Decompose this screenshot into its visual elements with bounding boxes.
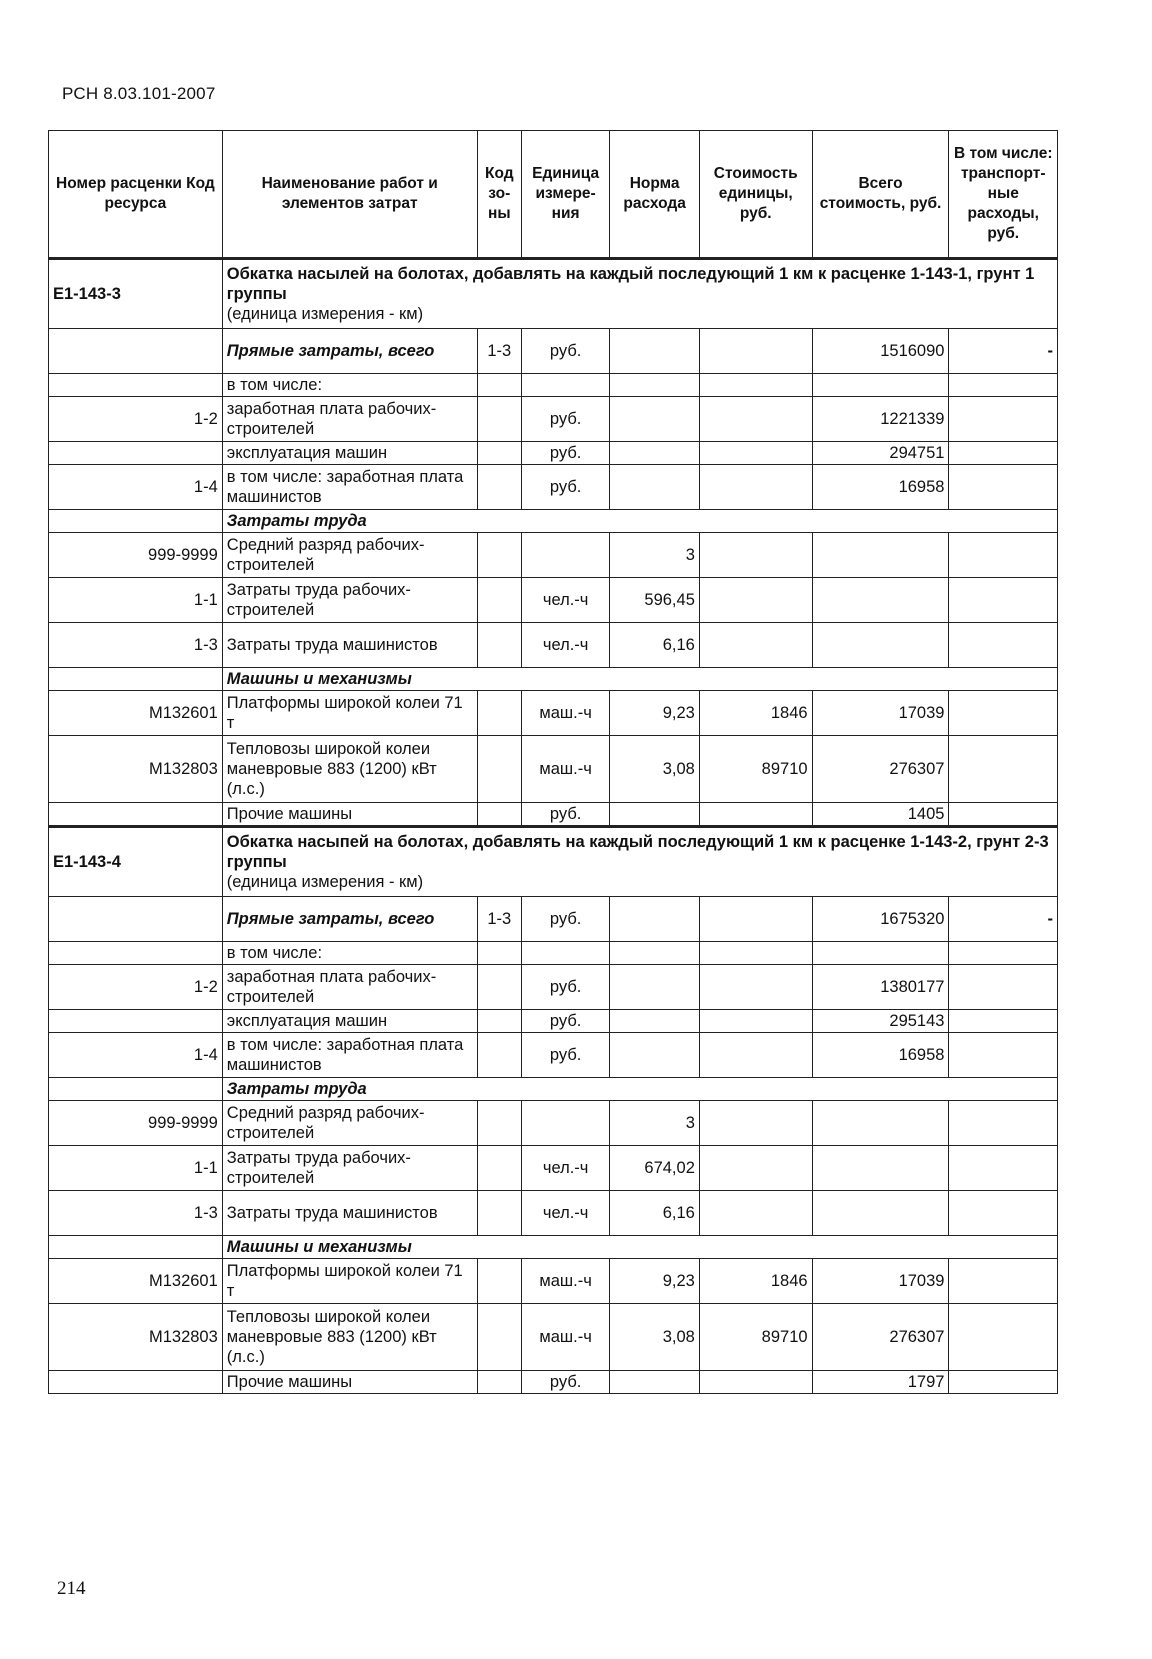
table-row [49, 397, 1058, 442]
cell-unit-cost [699, 1146, 812, 1191]
cell-name: в том числе: [222, 374, 477, 397]
cell-total: 16958 [812, 1033, 949, 1078]
rate-title-text: Обкатка насылей на болотах, добавлять на каждый последующий 1 км к расценке 1-143-1, грунт 1 группы [226, 265, 1035, 303]
cell-norm: 6,16 [610, 1191, 700, 1236]
cell-zone [477, 533, 521, 578]
cell-name: Затраты труда машинистов [222, 623, 477, 668]
cell-unit-cost [699, 1191, 812, 1236]
cell-total [812, 374, 949, 397]
cell-transport [949, 942, 1058, 965]
cell-unit [521, 942, 609, 965]
cell-total: 16958 [812, 465, 949, 510]
cell-total [812, 1146, 949, 1191]
cell-zone: 1-3 [477, 329, 521, 374]
cell-name: эксплуатация машин [222, 442, 477, 465]
cell-transport: - [949, 329, 1058, 374]
cell-zone [477, 1146, 521, 1191]
cell-unit-cost [699, 623, 812, 668]
cell-name: Затраты труда машинистов [222, 1191, 477, 1236]
cell-transport [949, 1259, 1058, 1304]
cell-total: 1221339 [812, 397, 949, 442]
cell-name: Платформы широкой колеи 71 т [222, 691, 477, 736]
cell-unit-cost [699, 942, 812, 965]
cell-unit-cost [699, 374, 812, 397]
cell-transport [949, 691, 1058, 736]
cell-code [49, 442, 223, 465]
cell-zone [477, 578, 521, 623]
cell-total [812, 533, 949, 578]
table-row [49, 1304, 1058, 1371]
cell-total [812, 1101, 949, 1146]
cell-zone [477, 442, 521, 465]
cell-zone [477, 465, 521, 510]
cell-code: 1-2 [49, 397, 223, 442]
cell-unit-cost [699, 465, 812, 510]
cell-name: Средний разряд рабочих-строителей [222, 533, 477, 578]
cell-norm: 3,08 [610, 736, 700, 803]
table-row [49, 691, 1058, 736]
table-row [49, 578, 1058, 623]
cell-code: М132601 [49, 1259, 223, 1304]
cell-code: 999-9999 [49, 1101, 223, 1146]
cell-unit-cost [699, 965, 812, 1010]
cell-unit: чел.-ч [521, 623, 609, 668]
cell-transport [949, 442, 1058, 465]
cell-name: Прочие машины [222, 1371, 477, 1394]
table-row [49, 1078, 1058, 1101]
cell-norm: 6,16 [610, 623, 700, 668]
cell-transport [949, 803, 1058, 827]
table-row [49, 510, 1058, 533]
cell-transport [949, 1010, 1058, 1033]
section-heading: Затраты труда [222, 1078, 1057, 1101]
cell-norm [610, 397, 700, 442]
cell-code [49, 803, 223, 827]
cell-transport [949, 397, 1058, 442]
cell-zone [477, 965, 521, 1010]
header-transport-cost: В том числе: транспорт- ные расходы, руб. [949, 131, 1058, 259]
cell-zone [477, 1191, 521, 1236]
cell-norm [610, 1010, 700, 1033]
cell-code [49, 897, 223, 942]
cell-code [49, 1236, 223, 1259]
section-heading: Машины и механизмы [222, 668, 1057, 691]
cell-code: 999-9999 [49, 533, 223, 578]
cell-unit-cost [699, 897, 812, 942]
table-row [49, 374, 1058, 397]
cell-norm: 596,45 [610, 578, 700, 623]
cell-code [49, 1010, 223, 1033]
table-row [49, 1371, 1058, 1394]
cell-unit-cost: 89710 [699, 1304, 812, 1371]
cell-unit-cost [699, 578, 812, 623]
cell-unit: руб. [521, 965, 609, 1010]
cell-unit: руб. [521, 1371, 609, 1394]
header-work-name: Наименование работ и элементов затрат [222, 131, 477, 259]
cell-total [812, 942, 949, 965]
cell-code: М132803 [49, 1304, 223, 1371]
cell-name: Средний разряд рабочих-строителей [222, 1101, 477, 1146]
cell-transport [949, 578, 1058, 623]
cell-unit-cost [699, 397, 812, 442]
cell-unit-cost: 1846 [699, 1259, 812, 1304]
cell-norm [610, 374, 700, 397]
cell-unit: руб. [521, 397, 609, 442]
cell-name: Прямые затраты, всего [222, 329, 477, 374]
table-row [49, 1259, 1058, 1304]
cell-norm [610, 465, 700, 510]
cell-norm: 3,08 [610, 1304, 700, 1371]
cell-code: 1-2 [49, 965, 223, 1010]
cell-zone [477, 1259, 521, 1304]
cell-name: Прочие машины [222, 803, 477, 827]
cell-transport [949, 965, 1058, 1010]
cell-norm [610, 1033, 700, 1078]
table-header [49, 131, 1058, 259]
header-rate-code: Номер расценки Код ресурса [49, 131, 223, 259]
cell-total: 1675320 [812, 897, 949, 942]
rate-unit-note: (единица измерения - км) [226, 305, 424, 323]
table-row [49, 1101, 1058, 1146]
cell-unit-cost: 89710 [699, 736, 812, 803]
cell-total: 276307 [812, 736, 949, 803]
table-row [49, 623, 1058, 668]
cell-zone [477, 691, 521, 736]
cell-total: 17039 [812, 1259, 949, 1304]
cell-unit: чел.-ч [521, 1191, 609, 1236]
table-row [49, 942, 1058, 965]
cell-norm [610, 803, 700, 827]
table-row [49, 533, 1058, 578]
cell-transport [949, 465, 1058, 510]
cell-unit: руб. [521, 1033, 609, 1078]
cell-zone [477, 1010, 521, 1033]
page-number: 214 [57, 1578, 86, 1599]
rate-unit-note: (единица измерения - км) [226, 873, 424, 891]
cell-unit: маш.-ч [521, 1259, 609, 1304]
cell-code: 1-3 [49, 623, 223, 668]
cell-transport [949, 374, 1058, 397]
cell-transport [949, 1191, 1058, 1236]
rate-code: Е1-143-3 [49, 259, 223, 329]
cell-unit-cost [699, 442, 812, 465]
cell-zone [477, 374, 521, 397]
cell-unit: маш.-ч [521, 1304, 609, 1371]
cell-unit: руб. [521, 803, 609, 827]
document-code: РСН 8.03.101-2007 [62, 84, 216, 103]
table-row [49, 1191, 1058, 1236]
cell-norm: 9,23 [610, 1259, 700, 1304]
cell-unit-cost [699, 803, 812, 827]
cell-transport [949, 1033, 1058, 1078]
cell-code: М132803 [49, 736, 223, 803]
cell-zone [477, 1101, 521, 1146]
table-row [49, 897, 1058, 942]
section-heading: Затраты труда [222, 510, 1057, 533]
cell-code: 1-1 [49, 1146, 223, 1191]
cell-zone [477, 942, 521, 965]
cell-transport [949, 1146, 1058, 1191]
cell-unit-cost [699, 1010, 812, 1033]
cell-zone [477, 1304, 521, 1371]
table-row [49, 1146, 1058, 1191]
header-unit: Единица измере- ния [521, 131, 609, 259]
cell-code [49, 329, 223, 374]
section-heading: Машины и механизмы [222, 1236, 1057, 1259]
rate-title-row [49, 827, 1058, 897]
cell-name: в том числе: заработная плата машинистов [222, 1033, 477, 1078]
cell-zone: 1-3 [477, 897, 521, 942]
cell-transport [949, 533, 1058, 578]
cell-code [49, 668, 223, 691]
cell-unit: руб. [521, 329, 609, 374]
cell-zone [477, 1371, 521, 1394]
rate-title [222, 259, 1057, 329]
cell-unit-cost [699, 329, 812, 374]
cell-name: в том числе: заработная плата машинистов [222, 465, 477, 510]
cell-code [49, 374, 223, 397]
cell-unit-cost [699, 533, 812, 578]
cell-unit [521, 533, 609, 578]
cell-norm [610, 1371, 700, 1394]
cell-norm: 3 [610, 533, 700, 578]
cell-unit-cost [699, 1101, 812, 1146]
cell-transport: - [949, 897, 1058, 942]
cell-name: Затраты труда рабочих-строителей [222, 578, 477, 623]
table-row [49, 803, 1058, 827]
cell-total: 1380177 [812, 965, 949, 1010]
cell-unit: чел.-ч [521, 578, 609, 623]
cell-code [49, 1371, 223, 1394]
cell-total [812, 578, 949, 623]
cell-unit: руб. [521, 442, 609, 465]
cell-zone [477, 623, 521, 668]
cell-norm: 674,02 [610, 1146, 700, 1191]
table-row [49, 1010, 1058, 1033]
cell-code [49, 942, 223, 965]
rate-title-row [49, 259, 1058, 329]
cell-zone [477, 1033, 521, 1078]
cell-unit: руб. [521, 465, 609, 510]
cell-name: заработная плата рабочих-строителей [222, 965, 477, 1010]
cell-unit: маш.-ч [521, 691, 609, 736]
cell-unit: руб. [521, 1010, 609, 1033]
header-unit-cost: Стоимость единицы, руб. [699, 131, 812, 259]
cell-code: 1-1 [49, 578, 223, 623]
cell-code: 1-3 [49, 1191, 223, 1236]
cell-total: 294751 [812, 442, 949, 465]
cell-unit-cost [699, 1371, 812, 1394]
cell-total: 17039 [812, 691, 949, 736]
cell-name: заработная плата рабочих-строителей [222, 397, 477, 442]
cell-transport [949, 1101, 1058, 1146]
cell-norm [610, 942, 700, 965]
cell-norm [610, 965, 700, 1010]
table-row [49, 736, 1058, 803]
cell-name: Прямые затраты, всего [222, 897, 477, 942]
cell-code [49, 510, 223, 533]
table-row [49, 668, 1058, 691]
cell-unit: чел.-ч [521, 1146, 609, 1191]
cell-code: 1-4 [49, 1033, 223, 1078]
cell-transport [949, 1371, 1058, 1394]
cell-norm [610, 442, 700, 465]
cell-transport [949, 1304, 1058, 1371]
rate-title [222, 827, 1057, 897]
header-zone-code: Код зо- ны [477, 131, 521, 259]
cell-unit: руб. [521, 897, 609, 942]
cell-unit-cost: 1846 [699, 691, 812, 736]
cell-total [812, 623, 949, 668]
cell-name: эксплуатация машин [222, 1010, 477, 1033]
table-row [49, 1236, 1058, 1259]
cell-total [812, 1191, 949, 1236]
cell-norm: 3 [610, 1101, 700, 1146]
cell-unit-cost [699, 1033, 812, 1078]
cell-total: 1797 [812, 1371, 949, 1394]
table-row [49, 442, 1058, 465]
table-row [49, 965, 1058, 1010]
cell-name: в том числе: [222, 942, 477, 965]
cell-code: М132601 [49, 691, 223, 736]
cell-name: Платформы широкой колеи 71 т [222, 1259, 477, 1304]
cell-total: 1405 [812, 803, 949, 827]
rate-title-text: Обкатка насыпей на болотах, добавлять на каждый последующий 1 км к расценке 1-143-2, грунт 2-3 группы [226, 833, 1049, 871]
cell-total: 276307 [812, 1304, 949, 1371]
cell-unit [521, 374, 609, 397]
cell-name: Затраты труда рабочих-строителей [222, 1146, 477, 1191]
cell-norm [610, 329, 700, 374]
cell-total: 295143 [812, 1010, 949, 1033]
cell-unit: маш.-ч [521, 736, 609, 803]
table-row [49, 465, 1058, 510]
rates-table [48, 130, 1058, 1394]
table-body [49, 259, 1058, 1394]
cell-zone [477, 736, 521, 803]
cell-norm: 9,23 [610, 691, 700, 736]
cell-code: 1-4 [49, 465, 223, 510]
cell-transport [949, 623, 1058, 668]
cell-zone [477, 397, 521, 442]
cell-name: Тепловозы широкой колеи маневровые 883 (1200) кВт (л.с.) [222, 736, 477, 803]
rate-code: Е1-143-4 [49, 827, 223, 897]
cell-unit [521, 1101, 609, 1146]
cell-total: 1516090 [812, 329, 949, 374]
cell-norm [610, 897, 700, 942]
cell-name: Тепловозы широкой колеи маневровые 883 (1200) кВт (л.с.) [222, 1304, 477, 1371]
table-row [49, 1033, 1058, 1078]
header-total-cost: Всего стоимость, руб. [812, 131, 949, 259]
cell-code [49, 1078, 223, 1101]
header-norm: Норма расхода [610, 131, 700, 259]
cell-transport [949, 736, 1058, 803]
table-row [49, 329, 1058, 374]
cell-zone [477, 803, 521, 827]
